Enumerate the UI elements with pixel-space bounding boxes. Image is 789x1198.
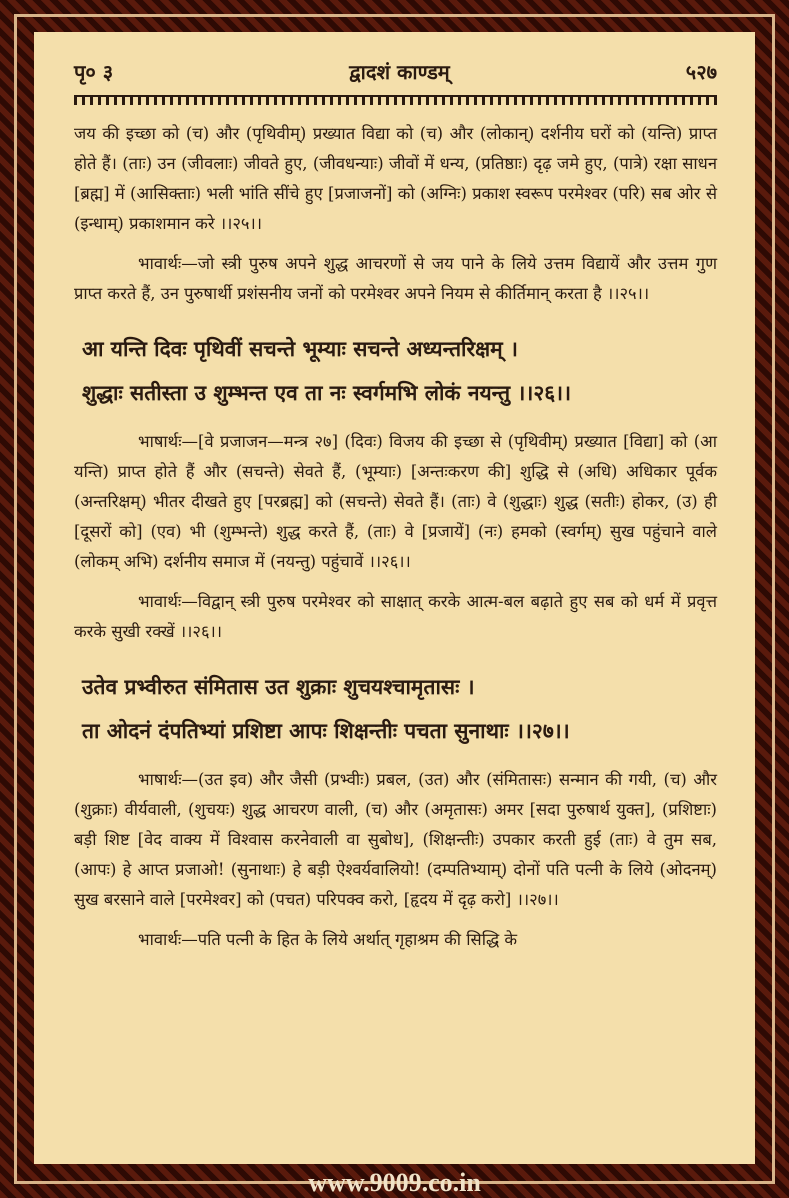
kanda-title: द्वादशं काण्डम्	[349, 60, 450, 84]
page-number: ५२७	[685, 60, 717, 84]
book-page	[34, 32, 755, 1164]
header-divider	[74, 95, 717, 105]
bhashartha-26: भाषार्थः—[वे प्रजाजन—मन्त्र २७] (दिवः) विजय की इच्छा से (पृथिवीम्) प्रख्यात [विद्या] को (आ यन्ति) प्राप्त होते हैं और (सचन्ते) सेवते हैं, (भूम्याः) [अन्तःकरण की] शुद्धि से (अधि) अधिकार पूर्वक (अन्तरिक्षम्) भीतर दीखते हुए [परब्रह्म] को (सचन्ते) सेवते हैं। (ताः) वे (शुद्धाः) शुद्ध (सतीः) होकर, (उ) ही [दूसरों को] (एव) भी (शुम्भन्ते) शुद्ध करते हैं, (ताः) वे [प्रजायें] (नः) हमको (स्वर्गम्) सुख पहुंचाने वाले (लोकम् अभि) दर्शनीय समाज में (नयन्तु) पहुंचावें ।।२६।।	[74, 432, 717, 571]
website-watermark: www.9009.co.in	[308, 1168, 481, 1197]
page-header	[74, 58, 717, 85]
mantra-27-line-2: ता ओदनं दंपतिभ्यां प्रशिष्टा आपः शिक्षन्तीः पचता सुनाथाः ।।२७।।	[82, 718, 570, 743]
bhavarth-27: भावार्थः—पति पत्नी के हित के लिये अर्थात् गृहाश्रम की सिद्धि के	[138, 930, 518, 949]
bhavarth-26: भावार्थः—विद्वान् स्त्री पुरुष परमेश्वर को साक्षात् करके आत्म-बल बढ़ाते हुए सब को धर्म में प्रवृत्त करके सुखी रक्खें ।।२६।।	[74, 592, 717, 641]
mantra-27	[82, 665, 717, 753]
page-ref: पृ० ३	[74, 60, 114, 84]
bhashartha-27: भाषार्थः—(उत इव) और जैसी (प्रभ्वीः) प्रबल, (उत) और (संमितासः) सन्मान की गयी, (च) और (शुक्राः) वीर्यवाली, (शुचयः) शुद्ध आचरण वाली, (च) और (अमृतासः) अमर [सदा पुरुषार्थ युक्त], (प्रशिष्टाः) बड़ी शिष्ट [वेद वाक्य में विश्वास करनेवाली वा सुबोध], (शिक्षन्तीः) उपकार करती हुई (ताः) वे तुम सब, (आपः) हे आप्त प्रजाओ! (सुनाथाः) हे बड़ी ऐश्वर्यवालियो! (दम्पतिभ्याम्) दोनों पति पत्नी के लिये (ओदनम्) सुख बरसाने वाले [परमेश्वर] को (पचत) परिपक्व करो, [हृदय में दृढ़ करो] ।।२७।।	[74, 770, 717, 909]
mantra-26-line-2: शुद्धाः सतीस्ता उ शुम्भन्त एव ता नः स्वर्गमभि लोकं नयन्तु ।।२६।।	[82, 380, 572, 405]
mantra-27-line-1: उतेव प्रभ्वीरुत संमितास उत शुक्राः शुचयश्चामृतासः ।	[82, 674, 475, 699]
bhavarth-25: भावार्थः—जो स्त्री पुरुष अपने शुद्ध आचरणों से जय पाने के लिये उत्तम विद्यायें और उत्तम गुण प्राप्त करते हैं, उन पुरुषार्थी प्रशंसनीय जनों को परमेश्वर अपने नियम से कीर्तिमान् करता है ।।२५।।	[74, 254, 717, 303]
mantra-26	[82, 327, 717, 415]
paragraph-1: जय की इच्छा को (च) और (पृथिवीम्) प्रख्यात विद्या को (च) और (लोकान्) दर्शनीय घरों को (यन्ति) प्राप्त होते हैं। (ताः) उन (जीवलाः) जीवते हुए, (जीवधन्याः) जीवों में धन्य, (प्रतिष्ठाः) दृढ़ जमे हुए, (पात्रे) रक्षा साधन [ब्रह्म] में (आसिक्ताः) भली भांति सींचे हुए [प्रजाजनों] को (अग्निः) प्रकाश स्वरूप परमेश्वर (परि) सब ओर से (इन्धाम्) प्रकाशमान करे ।।२५।।	[74, 124, 717, 233]
mantra-26-line-1: आ यन्ति दिवः पृथिवीं सचन्ते भूम्याः सचन्ते अध्यन्तरिक्षम् ।	[82, 336, 518, 361]
